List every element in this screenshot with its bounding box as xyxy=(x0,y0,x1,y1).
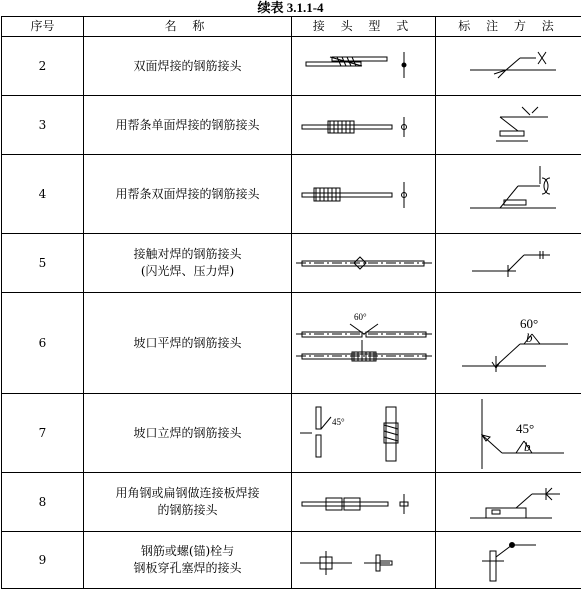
annotation-diagram xyxy=(436,394,581,473)
row-name-line: 坡口平焊的钢筋接头 xyxy=(133,335,242,350)
table-row xyxy=(2,473,581,532)
table-row xyxy=(2,96,581,155)
joint-diagram xyxy=(292,394,436,473)
joint-diagram xyxy=(292,96,436,155)
vertical-groove-weld-symbol xyxy=(436,395,581,472)
single-side-splice-weld-symbol xyxy=(436,97,581,154)
table-row xyxy=(2,234,581,293)
double-side-splice-weld-symbol xyxy=(436,156,581,233)
row-no: 2 xyxy=(2,37,84,96)
row-name xyxy=(84,293,292,394)
double-side-weld-joint-diagram xyxy=(292,38,435,95)
row-no: 9 xyxy=(2,532,84,589)
row-name xyxy=(84,473,292,532)
annotation-diagram xyxy=(436,532,581,589)
row-name xyxy=(84,155,292,234)
angle-label: 45° xyxy=(332,416,345,427)
header-name: 名 称 xyxy=(84,17,292,37)
butt-weld-joint-diagram xyxy=(292,235,435,292)
double-side-splice-joint-diagram xyxy=(292,156,435,233)
joint-diagram xyxy=(292,155,436,234)
angle-label: 60° xyxy=(520,315,539,331)
header-joint-form: 接 头 型 式 xyxy=(292,17,436,37)
annotation-diagram xyxy=(436,37,581,96)
table-row xyxy=(2,532,581,589)
joint-diagram xyxy=(292,37,436,96)
row-name-line: (闪光焊、压力焊) xyxy=(140,264,235,278)
row-name-line: 的钢筋接头 xyxy=(157,503,218,517)
angle-plate-weld-symbol xyxy=(436,474,581,531)
angle-label: 60° xyxy=(354,311,367,322)
table-row xyxy=(2,394,581,473)
row-name-line: 钢板穿孔塞焊的接头 xyxy=(133,561,242,575)
row-no: 5 xyxy=(2,234,84,293)
table-row xyxy=(2,155,581,234)
flat-groove-weld-symbol xyxy=(436,294,581,393)
row-name-line: 双面焊接的钢筋接头 xyxy=(133,58,242,73)
row-name-line: 用角钢或扁钢做连接板焊接 xyxy=(115,486,260,500)
weld-notation-table xyxy=(1,16,581,589)
angle-plate-joint-diagram xyxy=(292,474,435,531)
header-no: 序号 xyxy=(2,17,84,37)
table-row xyxy=(2,37,581,96)
annotation-diagram xyxy=(436,155,581,234)
row-no: 8 xyxy=(2,473,84,532)
annotation-diagram xyxy=(436,473,581,532)
joint-diagram xyxy=(292,532,436,589)
annotation-diagram xyxy=(436,96,581,155)
row-no: 3 xyxy=(2,96,84,155)
plug-weld-joint-diagram xyxy=(292,533,435,588)
joint-diagram xyxy=(292,234,436,293)
gap-label: b xyxy=(526,329,533,345)
row-name-line: 接触对焊的钢筋接头 xyxy=(133,247,242,261)
row-name-line: 钢筋或螺(锚)栓与 xyxy=(140,544,235,558)
row-name xyxy=(84,234,292,293)
row-name-line: 坡口立焊的钢筋接头 xyxy=(133,425,242,440)
table-title: 续表 3.1.1-4 xyxy=(257,0,324,15)
flat-groove-weld-joint-diagram xyxy=(292,294,435,393)
vertical-groove-weld-joint-diagram xyxy=(292,395,435,472)
row-name xyxy=(84,96,292,155)
annotation-diagram xyxy=(436,293,581,394)
double-side-weld-symbol xyxy=(436,38,581,95)
joint-diagram xyxy=(292,473,436,532)
row-name-line: 用帮条单面焊接的钢筋接头 xyxy=(115,117,260,132)
header-row xyxy=(2,17,581,37)
row-no: 4 xyxy=(2,155,84,234)
row-name xyxy=(84,394,292,473)
table-row xyxy=(2,293,581,394)
row-no: 7 xyxy=(2,394,84,473)
gap-label: b xyxy=(524,438,531,454)
header-annotation-method: 标 注 方 法 xyxy=(436,17,581,37)
row-name xyxy=(84,37,292,96)
butt-weld-symbol xyxy=(436,235,581,292)
annotation-diagram xyxy=(436,234,581,293)
row-name-line: 用帮条双面焊接的钢筋接头 xyxy=(115,186,260,201)
angle-label: 45° xyxy=(516,420,535,436)
row-name xyxy=(84,532,292,589)
single-side-splice-joint-diagram xyxy=(292,97,435,154)
row-no: 6 xyxy=(2,293,84,394)
plug-weld-symbol xyxy=(436,533,581,588)
joint-diagram xyxy=(292,293,436,394)
